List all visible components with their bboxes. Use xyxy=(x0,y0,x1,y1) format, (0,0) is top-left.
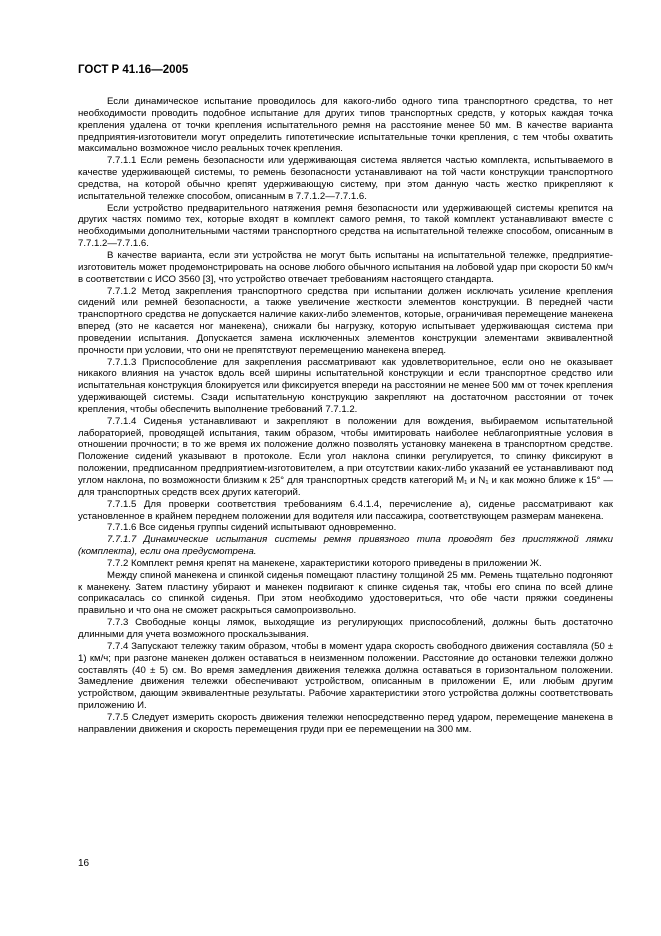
paragraph-7-7-3: 7.7.3 Свободные концы лямок, выходящие из регулирующих приспособлений, должны быть достаточно длинными для учета возможного проскальзывания. xyxy=(78,617,613,640)
page-number: 16 xyxy=(78,858,90,869)
paragraph-7-7-1-3: 7.7.1.3 Приспособление для закрепления рассматривают как удовлетворительное, если оно не оказывает никакого влияния на участок вдоль всей ширины испытательной конструкции и если транспортное средство или испытательная конструкция блокируется или фиксируется впереди на расстоянии не менее 500 мм от точек крепления удерживающей системы. Сзади испытательную конструкцию закрепляют на достаточном расстоянии от точек крепления, чтобы обеспечить выполнение требований 7.7.1.2. xyxy=(78,356,613,415)
paragraph-alternative: В качестве варианта, если эти устройства не могут быть испытаны на испытательной тележке, предприятие-изготовитель может продемонстрировать на основе любого обычного испытания на лобовой удар при скорости 50 км/ч в соответствии с ИСО 3560 [3], что устройство отвечает требованиям настоящего стандарта. xyxy=(78,249,613,285)
paragraph-7-7-1-7: 7.7.1.7 Динамические испытания системы ремня привязного типа проводят без пристяжной лямки (комплекта), если она предусмотрена. xyxy=(78,534,613,558)
paragraph-7-7-1-6: 7.7.1.6 Все сиденья группы сидений испытывают одновременно. xyxy=(107,522,397,534)
paragraph-7-7-1-2: 7.7.1.2 Метод закрепления транспортного средства при испытании должен исключать усиление крепления сидений или ремней безопасности, а также увеличение жесткости элементов конструкции. В передней части транспортного средства не допускается наличие каких-либо элементов, которые, ограничивая перемещение манекена вперед (это не касается ног манекена), снижали бы нагрузку, которую испытывает удерживающая система при проведении испытания. Допускается замена исключенных элементов конструкции элементами эквивалентной прочности при условии, что они не препятствуют перемещению манекена вперед. xyxy=(78,285,613,356)
paragraph-plate: Между спиной манекена и спинкой сиденья помещают пластину толщиной 25 мм. Ремень тщательно подгоняют к манекену. Затем пластину убирают и манекен подвигают к спинке сиденья так, чтобы его спина по всей длине соприкасалась со спинкой сиденья. При этом необходимо удостовериться, что обе части пряжки соединены правильно и что она не сможет раскрыться самопроизвольно. xyxy=(78,569,613,617)
paragraph-7-7-2: 7.7.2 Комплект ремня крепят на манекене, характеристики которого приведены в приложении Ж. xyxy=(107,557,542,569)
paragraph-pretensioner: Если устройство предварительного натяжения ремня безопасности или удерживающей системы крепится на других частях помимо тех, которые входят в комплект самого ремня, то такой комплект устанавливают вместе с необходимыми дополнительными частями транспортного средства на испытательной тележке способом, описанным в 7.7.1.2—7.7.1.6. xyxy=(78,202,613,250)
page-header-standard-number: ГОСТ Р 41.16—2005 xyxy=(78,64,189,76)
paragraph-7-7-1-5: 7.7.1.5 Для проверки соответствия требованиям 6.4.1.4, перечисление а), сиденье рассматривают как установленное в крайнем переднем положении для водителя или пассажира, соответствующем размерам манекена. xyxy=(78,498,613,522)
paragraph-7-7-4: 7.7.4 Запускают тележку таким образом, чтобы в момент удара скорость свободного движения составляла (50 ± 1) км/ч; при разгоне манекен должен оставаться в неизменном положении. Расстояние до остановки тележки должно составлять (40 ± 5) см. Во время замедления движения тележка должна оставаться в горизонтальном положении. Замедление движения тележки обеспечивают устройством, описанным в приложении Е, или любым другим устройством, дающим эквивалентные результаты. Рабочие характеристики этого устройства должны соответствовать приложению И. xyxy=(78,640,613,712)
paragraph-7-7-5: 7.7.5 Следует измерить скорость движения тележки непосредственно перед ударом, перемещение манекена в направлении движения и скорость перемещения груди при ее перемещении на 300 мм. xyxy=(78,711,613,735)
paragraph-7-7-1-1: 7.7.1.1 Если ремень безопасности или удерживающая система является частью комплекта, испытываемого в качестве удерживающей системы, то ремень безопасности устанавливают на той части конструкции транспортного средства, на которой обычно крепят удерживающую систему, при этом данную часть жестко прикрепляют к испытательной тележке способом, описанным в 7.7.1.2—7.7.1.6. xyxy=(78,155,613,202)
document-body xyxy=(78,96,613,736)
paragraph-intro: Если динамическое испытание проводилось для какого-либо одного типа транспортного средства, то нет необходимости проводить подобное испытание для других типов транспортных средств, у которых каждая точка крепления удалена от точки крепления испытательного ремня на расстояние менее 50 мм. В качестве варианта предприятия-изготовители могут определить гипотетические испытательные точки крепления, с тем чтобы охватить максимально возможное число реальных точек крепления. xyxy=(78,96,613,155)
paragraph-7-7-1-4: 7.7.1.4 Сиденья устанавливают и закрепляют в положении для вождения, выбираемом испытательной лабораторией, проводящей испытания, таким образом, чтобы имитировать наиболее неблагоприятные условия в отношении прочности; в то же время их положение должно позволять установку манекена в транспортном средстве. Положение сидений указывают в протоколе. Если угол наклона спинки регулируется, то спинку фиксируют в положении, предписанном предприятием-изготовителем, а при отсутствии каких-либо указаний ее устанавливают под углом наклона, по возможности близким к 25° для транспортных средств категорий M₁ и N₁ и как можно ближе к 15° — для транспортных средств всех других категорий. xyxy=(78,415,613,498)
